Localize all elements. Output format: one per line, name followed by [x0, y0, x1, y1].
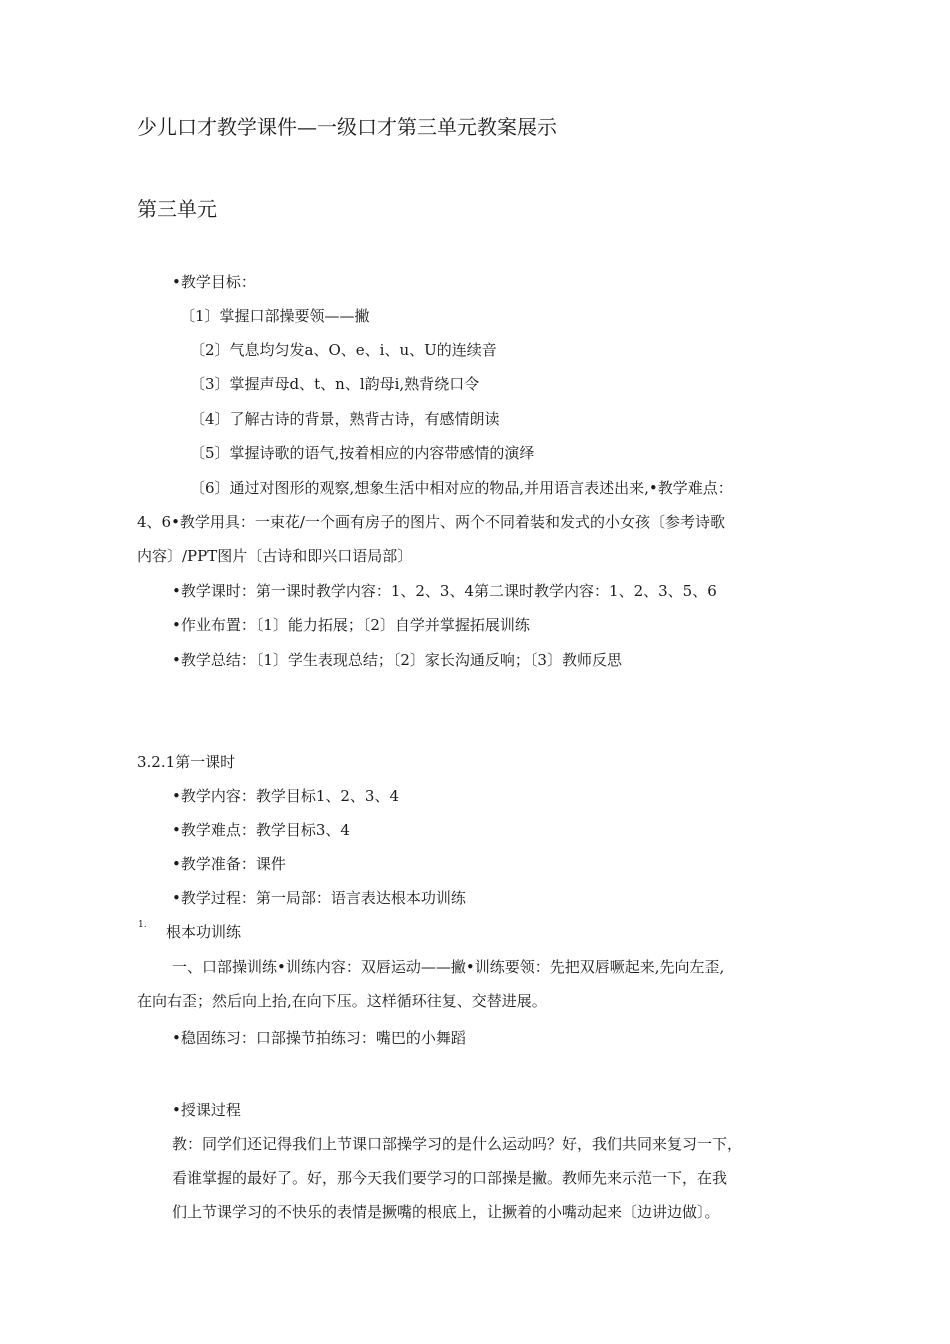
lecture-line-2: 看谁掌握的最好了。好，那今天我们要学习的口部操是撇。教师先来示范一下，在我	[172, 1169, 728, 1187]
basic-training-heading: 根本功训练	[166, 923, 242, 941]
lesson-hours: •教学课时：第一课时教学内容：1、2、3、4第二课时教学内容：1、2、3、5、6	[172, 582, 717, 600]
lecture-heading: •授课过程	[172, 1101, 241, 1119]
mouth-exercise-line-1: 一、口部操训练•训练内容：双唇运动——撇•训练要领：先把双唇噘起来,先向左歪,	[172, 958, 725, 976]
goal-continuation-2: 内容〕/PPT图片〔古诗和即兴口语局部〕	[137, 547, 413, 565]
teaching-content: •教学内容：教学目标1、2、3、4	[172, 787, 400, 805]
lecture-line-1: 教：同学们还记得我们上节课口部操学习的是什么运动吗？好，我们共同来复习一下，	[172, 1135, 743, 1153]
goal-item-4: 〔4〕了解古诗的背景，熟背古诗，有感情朗读	[190, 410, 500, 428]
teaching-difficulty: •教学难点：教学目标3、4	[172, 821, 350, 839]
homework: •作业布置：〔1〕能力拓展；〔2〕自学并掌握拓展训练	[172, 616, 530, 634]
mouth-exercise-line-2: 在向右歪；然后向上抬,在向下压。这样循环往复、交替进展。	[137, 992, 547, 1010]
goal-continuation-1: 4、6•教学用具：一束花/一个画有房子的图片、两个不同着装和发式的小女孩〔参考诗歌	[137, 513, 725, 531]
goal-item-3: 〔3〕掌握声母d、t、n、l韵母i,熟背绕口令	[190, 375, 480, 393]
unit-heading: 第三单元	[137, 197, 217, 221]
teaching-preparation: •教学准备：课件	[172, 855, 286, 873]
teaching-process: •教学过程：第一局部：语言表达根本功训练	[172, 889, 466, 907]
lecture-line-3: 们上节课学习的不快乐的表情是撅嘴的根底上，让撅着的小嘴动起来〔边讲边做〕。	[172, 1203, 720, 1221]
goal-item-6: 〔6〕通过对图形的观察,想象生活中相对应的物品,并用语言表述出来,•教学难点：	[190, 479, 733, 497]
goal-item-2: 〔2〕气息均匀发a、O、e、i、u、U的连续音	[190, 341, 497, 359]
list-number: 1.	[138, 920, 147, 930]
consolidate-practice: •稳固练习：口部操节拍练习：嘴巴的小舞蹈	[172, 1029, 466, 1047]
goal-item-1: 〔1〕掌握口部操要领——撇	[180, 307, 370, 325]
goals-heading: •教学目标：	[172, 273, 256, 291]
goal-item-5: 〔5〕掌握诗歌的语气,按着相应的内容带感情的演绎	[190, 444, 535, 462]
page-title: 少儿口才教学课件—一级口才第三单元教案展示	[137, 115, 557, 139]
teaching-summary: •教学总结：〔1〕学生表现总结；〔2〕家长沟通反响；〔3〕教师反思	[172, 651, 622, 669]
section-heading-321: 3.2.1第一课时	[137, 753, 236, 771]
